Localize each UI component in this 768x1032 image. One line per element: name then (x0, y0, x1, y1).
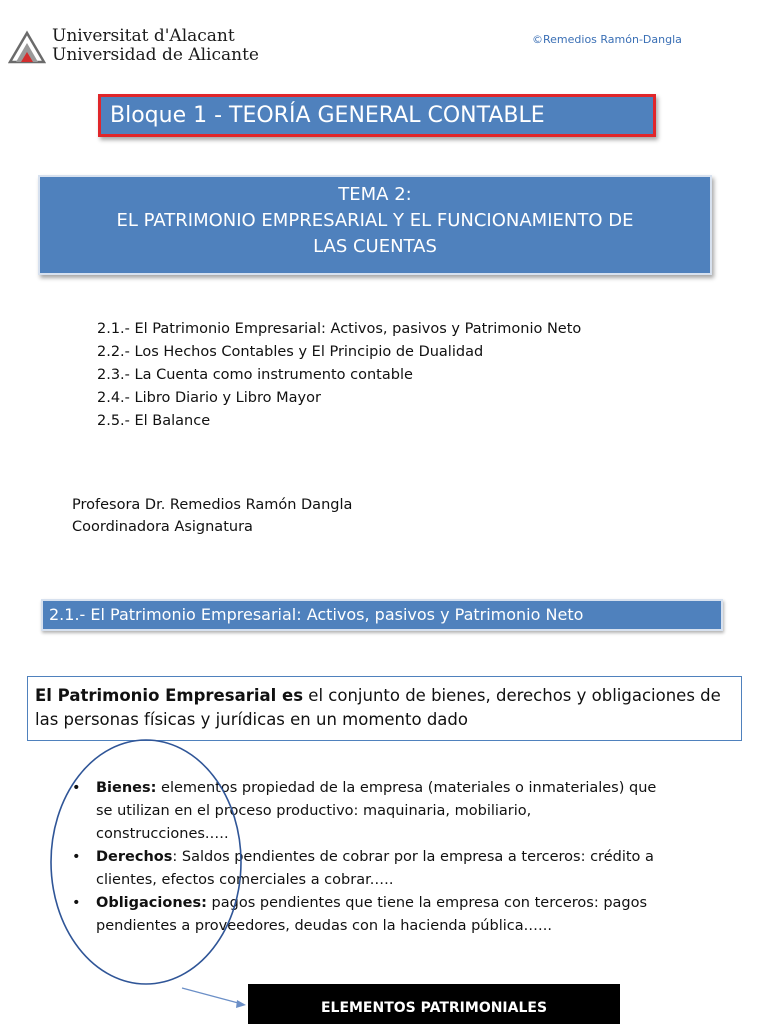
professor-name: Profesora Dr. Remedios Ramón Dangla (72, 497, 353, 513)
bullet-text: construcciones.…. (96, 826, 229, 842)
university-emblem-icon (8, 29, 46, 65)
bullet-text: clientes, efectos comerciales a cobrar.…. (96, 872, 394, 888)
bullet-term: Derechos (96, 849, 173, 865)
topic-title-box (38, 175, 712, 275)
copyright-notice: ©Remedios Ramón-Dangla (532, 33, 682, 46)
bullet-text: : Saldos pendientes de cobrar por la empresa a terceros: crédito a (172, 849, 654, 865)
logo-text-valencian: Universitat d'Alacant (52, 26, 235, 46)
section-title-bar: 2.1.- El Patrimonio Empresarial: Activos, pasivos y Patrimonio Neto (41, 599, 723, 631)
definition-term: El Patrimonio Empresarial es (35, 686, 304, 705)
definition-box (27, 676, 742, 741)
block-title: Bloque 1 - TEORÍA GENERAL CONTABLE (98, 94, 656, 137)
arrowhead-icon (236, 1000, 246, 1008)
bullet-list (72, 777, 712, 938)
bullet-item-obligaciones (72, 892, 712, 938)
index-item: 2.3.- La Cuenta como instrumento contable (97, 367, 413, 383)
topic-number: TEMA 2: (338, 184, 412, 205)
bullet-item-derechos (72, 846, 712, 892)
topic-title-line1: EL PATRIMONIO EMPRESARIAL Y EL FUNCIONAMIENTO DE (116, 210, 634, 231)
bullet-text: pendientes a proveedores, deudas con la hacienda pública.….. (96, 918, 552, 934)
elementos-patrimoniales-box: ELEMENTOS PATRIMONIALES (248, 984, 620, 1024)
topic-index (97, 318, 581, 433)
bullet-dot-icon: • (72, 849, 81, 865)
topic-title-line2: LAS CUENTAS (313, 236, 437, 257)
logo-text-spanish: Universidad de Alicante (52, 45, 259, 65)
bullet-text: se utilizan en el proceso productivo: maquinaria, mobiliario, (96, 803, 532, 819)
bullet-dot-icon: • (72, 895, 81, 911)
index-item: 2.2.- Los Hechos Contables y El Principio de Dualidad (97, 344, 484, 360)
definition-text-line2: las personas físicas y jurídicas en un momento dado (35, 710, 468, 729)
bullet-item-bienes (72, 777, 712, 846)
professor-info (72, 494, 352, 538)
definition-text: el conjunto de bienes, derechos y obligaciones de (303, 686, 721, 705)
university-logo (8, 26, 259, 67)
index-item: 2.5.- El Balance (97, 413, 211, 429)
bullet-dot-icon: • (72, 780, 81, 796)
bullet-term: Bienes: (96, 780, 157, 796)
professor-role: Coordinadora Asignatura (72, 519, 253, 535)
bullet-term: Obligaciones: (96, 895, 207, 911)
bullet-text: pagos pendientes que tiene la empresa con terceros: pagos (206, 895, 648, 911)
index-item: 2.1.- El Patrimonio Empresarial: Activos, pasivos y Patrimonio Neto (97, 321, 582, 337)
bullet-text: elementos propiedad de la empresa (materiales o inmateriales) que (156, 780, 657, 796)
index-item: 2.4.- Libro Diario y Libro Mayor (97, 390, 321, 406)
annotation-arrow (182, 988, 242, 1004)
